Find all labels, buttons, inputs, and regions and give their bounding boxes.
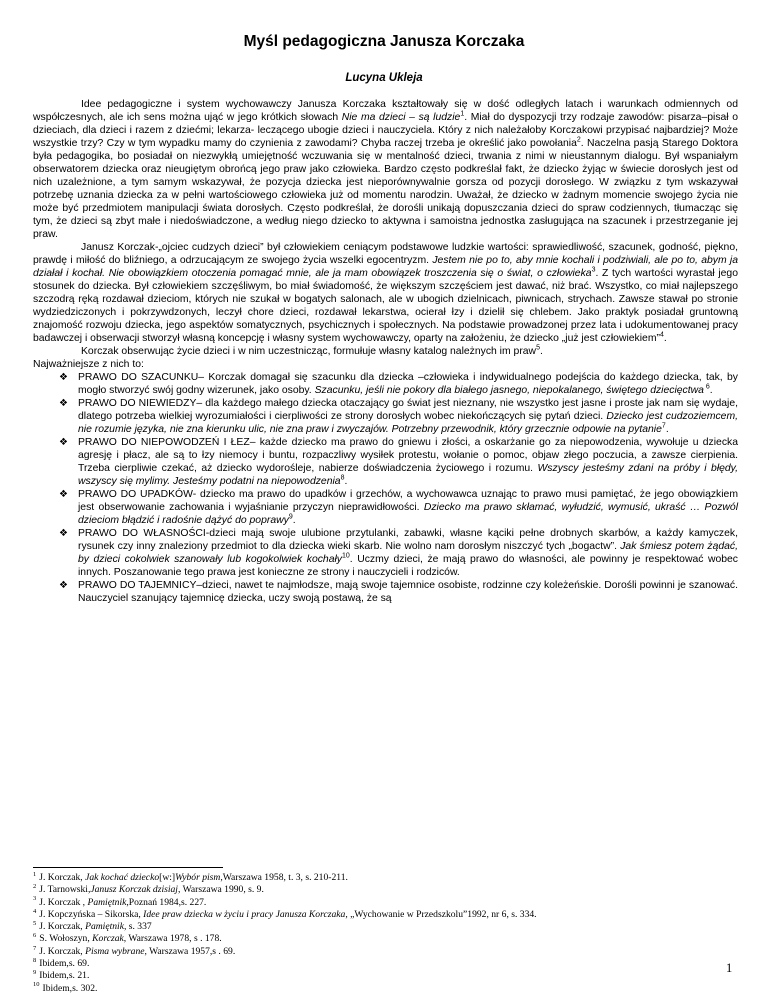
page-title: Myśl pedagogiczna Janusza Korczaka xyxy=(243,33,525,50)
paragraph-list-intro: Najważniejsze z nich to: xyxy=(33,359,144,370)
list-item: ❖ PRAWO DO NIEWIEDZY– dla każdego małego dziecka otaczający go świat jest nieznany, nie wszystko jest jasne i proste jak nam się wydaje, dlatego potrzeba wielkiej wyrozumiałości i cierpliwości ze strony dorosłych wobec niekończących się pytań dzieci. Dziecko jest cudzoziemcem, nie rozumie języka, nie zna kierunku ulic, nie zna praw i zwyczajów. Potrzebny przewodnik, który grzecznie odpowie na pytanie$^7$. xyxy=(59,398,738,435)
footnote: $^9$ Ibidem,s. 21. xyxy=(33,969,90,982)
footnote-ref: 7 xyxy=(661,422,666,430)
author-name: Lucyna Ukleja xyxy=(345,72,423,84)
footnote: $^7$ J. Korczak, Pisma wybrane, Warszawa 1957,s . 69. xyxy=(33,944,236,957)
footnote-ref: 10 xyxy=(342,552,350,560)
diamond-bullet-icon: ❖ xyxy=(59,580,68,591)
quote: Nie ma dzieci – są ludzie xyxy=(341,112,461,123)
footnotes xyxy=(33,872,738,995)
list-item: ❖ PRAWO DO TAJEMNICY–dzieci, nawet te najmłodsze, mają swoje tajemnice osobiste, rodzinne czy koleżeńskie. Dorośli powinni je szanować. Nauczyciel szanujący tajemnicę dziecka, uczy swoją postawą, że są xyxy=(59,580,738,604)
rights-list xyxy=(33,371,738,605)
footnote-ref: 4 xyxy=(659,331,664,339)
quote: Wszyscy jesteśmy zdani na próby i błędy, wszyscy się mylimy. Jesteśmy podatni na niepowodzenia xyxy=(78,463,738,487)
footnote-divider xyxy=(33,867,223,868)
page-number: 1 xyxy=(726,961,733,975)
diamond-bullet-icon: ❖ xyxy=(59,528,68,539)
footnote: $^4$ J. Kopczyńska – Sikorska, Idee praw dziecka w życiu i pracy Janusza Korczaka, „Wychowanie w Przedszkolu”1992, nr 6, s. 334. xyxy=(33,907,537,920)
article-body xyxy=(33,98,738,605)
diamond-bullet-icon: ❖ xyxy=(59,398,68,409)
list-item: ❖ PRAWO DO UPADKÓW- dziecko ma prawo do upadków i grzechów, a wychowawca uznając to prawo musi pamiętać, że jego obowiązkiem jest obserwowanie zachowania i wyjaśnianie przyczyn nieprawidłowości. Dziecko ma prawo skłamać, wyłudzić, wymusić, ukraść … Pozwól dzieciom błądzić i radośnie dążyć do poprawy$^9$. xyxy=(59,489,739,526)
footnote: $^{10}$ Ibidem,s. 302. xyxy=(33,981,98,994)
footnote: $^2$ J. Tarnowski,Janusz Korczak dzisiaj, Warszawa 1990, s. 9. xyxy=(33,883,264,896)
footnote-ref: 2 xyxy=(576,136,581,144)
list-item: ❖ PRAWO DO NIEPOWODZEŃ I ŁEZ– każde dziecko ma prawo do gniewu i złości, a oskarżanie go za niepowodzenia, wywołuje u dziecka agresję i płacz, ale są to łzy niemocy i buntu, rozpaczliwy wysiłek protestu, wołanie o pomoc, objaw złego poczucia, a zawsze cierpienia. Trzeba cierpliwie czekać, aż dziecko wydorośleje, nabierze doświadczenia życiowego i rozumu. Wszyscy jesteśmy zdani na próby i błędy, wszyscy się mylimy. Jesteśmy podatni na niepowodzenia$^8$. xyxy=(59,437,738,487)
footnote: $^8$ Ibidem,s. 69. xyxy=(33,956,90,970)
footnote-ref: 9 xyxy=(288,513,293,521)
footnote-ref: 5 xyxy=(536,344,540,352)
list-item: ❖ PRAWO DO WŁASNOŚCI-dzieci mają swoje ulubione przytulanki, zabawki, własne kąciki pełne drobnych skarbów, a każdy kamyczek, rysunek czy inny znaleziony przedmiot to dla dziecka wieki skarb. Nie wolno nam dorosłym niszczyć tych „bogactw”. Jak śmiesz potem żądać, by dzieci cokolwiek szanowały lub kogokolwiek kochały$^{10}$. Uczmy dzieci, że mają prawo do własności, ale powinny je respektować wobec innych. Poszanowanie tego prawa jest konieczne ze strony i nauczycieli i rodziców. xyxy=(59,528,739,578)
footnote: $^3$ J. Korczak , Pamiętnik,Poznań 1984,s. 227. xyxy=(33,895,207,908)
paragraph-values: Janusz Korczak-„ojciec cudzych dzieci” był człowiekiem ceniącym podstawowe ludzkie wartości: sprawiedliwość, szacunek, godność, piękno, prawdę i miłość do bliźniego, a odrzucającym ze swojego życia wszelki egocentryzm. Jestem nie po to, aby mnie kochali i podziwiali, ale po to, abym ja działał i kochał. Nie obowiązkiem otoczenia pomagać mnie, ale ja mam obowiązek troszczenia się o świat, o człowieka$^3$. Z tych wartości wyrastał jego stosunek do dziecka. Był człowiekiem szczęśliwym, bo miał świadomość, że większym szczęściem jest dawać, niż brać. Wszystko, co miał najlepszego szczodrą ręką rozdawał dzieciom, których nie szukał w bogatych salonach, ale w ubogich dzielnicach, piwnicach, strychach. Zawsze stawał po stronie wydziedziczonych i pokrzywdzonych, leczył chore dzieci, rozdawał lekarstwa, ocierał łzy i dzielił się chlebem. Jako praktyk posiadał gruntowną znajomość rozwoju dziecka, jego aspektów somatycznych, psychicznych i społecznych. Na podstawie prowadzonej przez lata i udokumentowanej pracy badawczej i obserwacji stworzył własną koncepcję i własny system wychowawczy, oparty na założeniu, że dziecko „już jest człowiekiem”$^4$. xyxy=(33,242,738,344)
diamond-bullet-icon: ❖ xyxy=(59,489,68,500)
quote: Jestem nie po to, aby mnie kochali i podziwiali, ale po to, abym ja działał i kochał. Nie obowiązkiem otoczenia pomagać mnie, ale ja mam obowiązek troszczenia się o świat, o człowieka xyxy=(33,255,738,279)
diamond-bullet-icon: ❖ xyxy=(59,372,68,383)
quote: Dziecko ma prawo skłamać, wyłudzić, wymusić, ukraść … Pozwól dzieciom błądzić i radośnie dążyć do poprawy xyxy=(78,502,739,526)
quote: Dziecko jest cudzoziemcem, nie rozumie języka, nie zna kierunku ulic, nie zna praw i zwyczajów. Potrzebny przewodnik, który grzecznie odpowie na pytanie xyxy=(78,411,738,435)
footnote-ref: 1 xyxy=(460,110,465,118)
footnote: $^5$ J. Korczak, Pamiętnik, s. 337 xyxy=(33,920,152,933)
paragraph-catalog: Korczak obserwując życie dzieci i w nim uczestnicząc, formułuje własny katalog należnych im praw$^5$. xyxy=(81,344,543,357)
list-item: ❖ PRAWO DO SZACUNKU– Korczak domagał się szacunku dla dziecka –człowieka i indywidualnego podejścia do każdego dziecka, tak, by mogło stworzyć swój godny wizerunek, jako osoby. Szacunku, jeśli nie pokory dla białego jasnego, niepokalanego, świętego dziecięctwa $^6$. xyxy=(59,372,738,396)
footnote-ref: 6 xyxy=(703,383,710,391)
footnote-ref: 8 xyxy=(340,474,345,482)
paragraph-intro: Idee pedagogiczne i system wychowawczy Janusza Korczaka kształtowały się w dość odległych latach i warunkach odmiennych od współczesnych, ale ich sens można ująć w jego krótkich słowach Nie ma dzieci – są ludzie$^1$. Miał do dyspozycji trzy rodzaje zawodów: pisarza–pisał o dzieciach, dla dzieci i razem z dziećmi; lekarza- leczącego ubogie dzieci i nauczyciela. Który z nich należałoby Korczakowi przypisać najbardziej? Może wszystkie trzy? Czy w tym wypadku mamy do czynienia z zawodami? Chyba raczej trzeba je określić jako powołania$^2$. Naczelna pasją Starego Doktora była pedagogika, bo posiadał on niezwykłą umiejętność wczuwania się w mentalność dzieci, trwania z nimi w nieustannym dialogu. Był wspaniałym obserwatorem dziecka oraz nieugiętym obrońcą jego praw jako człowieka. Bardzo często podkreślał fakt, że dziecko żyjąc w świecie dorosłych jest od nich uzależnione, a tym samym wskazywał, że pozycja dziecka jest nieporównywalnie gorsza od pozycji dorosłego. W związku z tym wskazywał potrzebę uznania dziecka za w pełni wartościowego człowieka już od momentu narodzin. Uważał, że dziecko w żadnym momencie swojego życia nie może być przedmiotem manipulacji świata dorosłych. Często podkreślał, że dorośli unikają dopuszczania dzieci do spraw codziennych, tłumacząc się tym, że dzieci są zbyt małe i niedoświadczone, a według niego dziecko to aktywna i samoistna jednostka zasługująca na szacunek i przestrzeganie jej praw. xyxy=(33,99,738,240)
quote: Szacunku, jeśli nie pokory dla białego jasnego, niepokalanego, świętego dziecięctwa xyxy=(314,385,704,396)
footnote: $^6$ S. Wołoszyn, Korczak, Warszawa 1978, s . 178. xyxy=(33,932,222,945)
diamond-bullet-icon: ❖ xyxy=(59,437,68,448)
footnote-ref: 3 xyxy=(591,266,596,274)
quote: Jak śmiesz potem żądać, by dzieci cokolwiek szanowały lub kogokolwiek kochały xyxy=(78,541,739,565)
footnote: $^1$ J. Korczak, Jak kochać dziecko[w:]Wybór pism,Warszawa 1958, t. 3, s. 210-211. xyxy=(33,870,348,883)
